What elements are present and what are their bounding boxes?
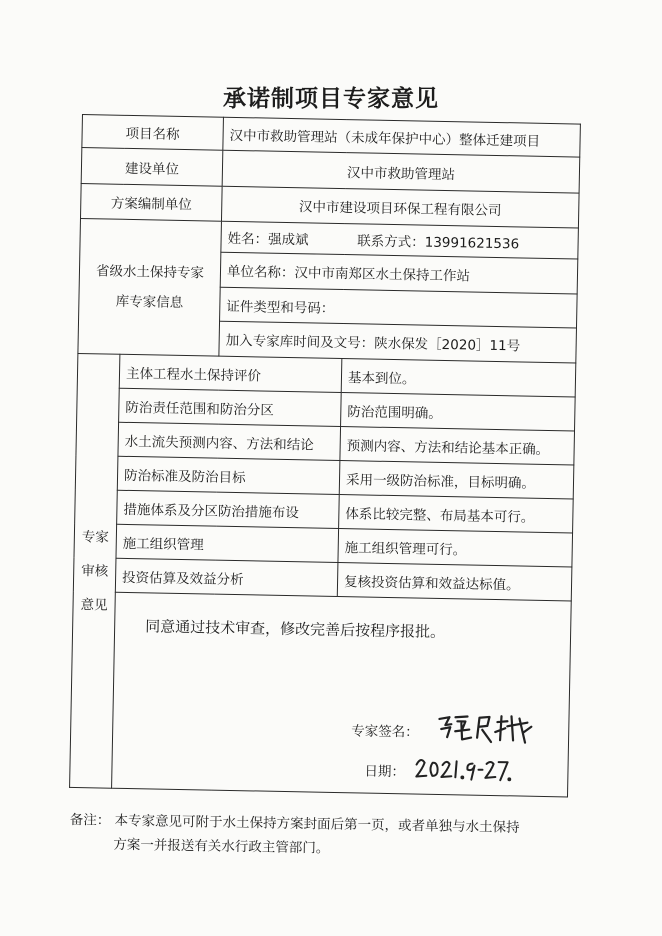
construction-unit-label: 建设单位	[81, 148, 223, 187]
review-opinion: 采用一级防治标准，目标明确。	[339, 461, 574, 499]
review-opinion: 复核投资估算和效益达标值。	[337, 562, 572, 600]
conclusion-text: 同意通过技术审查，修改完善后按程序报批。	[145, 617, 446, 642]
review-label-char-2: 意见	[80, 596, 108, 614]
conclusion-cell	[112, 592, 572, 797]
review-opinion: 预测内容、方法和结论基本正确。	[340, 427, 575, 465]
footnote-text-2: 方案一并报送有关水行政主管部门。	[113, 836, 330, 857]
plan-unit-label: 方案编制单位	[80, 183, 222, 221]
conclusion-row	[70, 591, 572, 797]
expert-unit-value: 汉中市南郑区水土保持工作站	[294, 265, 471, 285]
expert-join-label: 加入专家库时间及文号：	[225, 332, 375, 352]
expert-unit-label: 单位名称：	[226, 263, 295, 282]
handwritten-signature	[435, 707, 536, 749]
footnote-text-1: 本专家意见可附于水土保持方案封面后第一页，或者单独与水土保持	[114, 812, 520, 836]
review-item: 措施体系及分区防治措施布设	[117, 490, 340, 528]
signature-label: 专家签名：	[351, 723, 419, 741]
review-opinion: 施工组织管理可行。	[338, 529, 573, 567]
expert-id-label: 证件类型和号码：	[226, 298, 335, 317]
project-name-label: 项目名称	[82, 115, 224, 151]
document-title: 承诺制项目专家意见	[223, 86, 439, 112]
expert-name-label: 姓名：	[227, 230, 269, 248]
review-item: 防治责任范围和防治分区	[119, 388, 342, 426]
expert-contact-value: 13991621536	[424, 234, 520, 253]
expert-name-value: 强成斌	[267, 231, 309, 249]
construction-unit-value: 汉中市救助管理站	[222, 150, 580, 193]
opinion-table	[69, 114, 581, 797]
review-opinion: 体系比较完整、布局基本可行。	[339, 495, 574, 533]
handwritten-date	[412, 748, 513, 786]
footnote-prefix: 备注：	[69, 811, 111, 829]
review-item: 防治标准及防治目标	[117, 456, 340, 494]
expert-join-value: 陕水保发［2020］11号	[373, 335, 521, 355]
review-label-char-0: 专家	[81, 528, 110, 546]
review-item: 主体工程水土保持评价	[119, 354, 342, 392]
expert-info-label	[78, 218, 222, 356]
review-opinion: 防治范围明确。	[341, 393, 576, 431]
plan-unit-value: 汉中市建设项目环保工程有限公司	[221, 186, 579, 228]
date-label: 日期：	[364, 763, 406, 781]
opinion-table-wrapper	[69, 114, 581, 797]
project-name-value: 汉中市救助管理站（未成年保护中心）整体迁建项目	[223, 117, 581, 157]
expert-info-label-line2: 库专家信息	[115, 293, 184, 311]
review-item: 投资估算及效益分析	[115, 558, 338, 596]
expert-contact-label: 联系方式：	[357, 233, 425, 251]
review-item: 施工组织管理	[116, 524, 339, 562]
review-opinion: 基本到位。	[341, 359, 576, 397]
review-item: 水土流失预测内容、方法和结论	[118, 422, 341, 460]
review-label-char-1: 审核	[81, 562, 109, 580]
footnote	[69, 808, 590, 865]
expert-info-label-line1: 省级水土保持专家	[95, 263, 205, 282]
